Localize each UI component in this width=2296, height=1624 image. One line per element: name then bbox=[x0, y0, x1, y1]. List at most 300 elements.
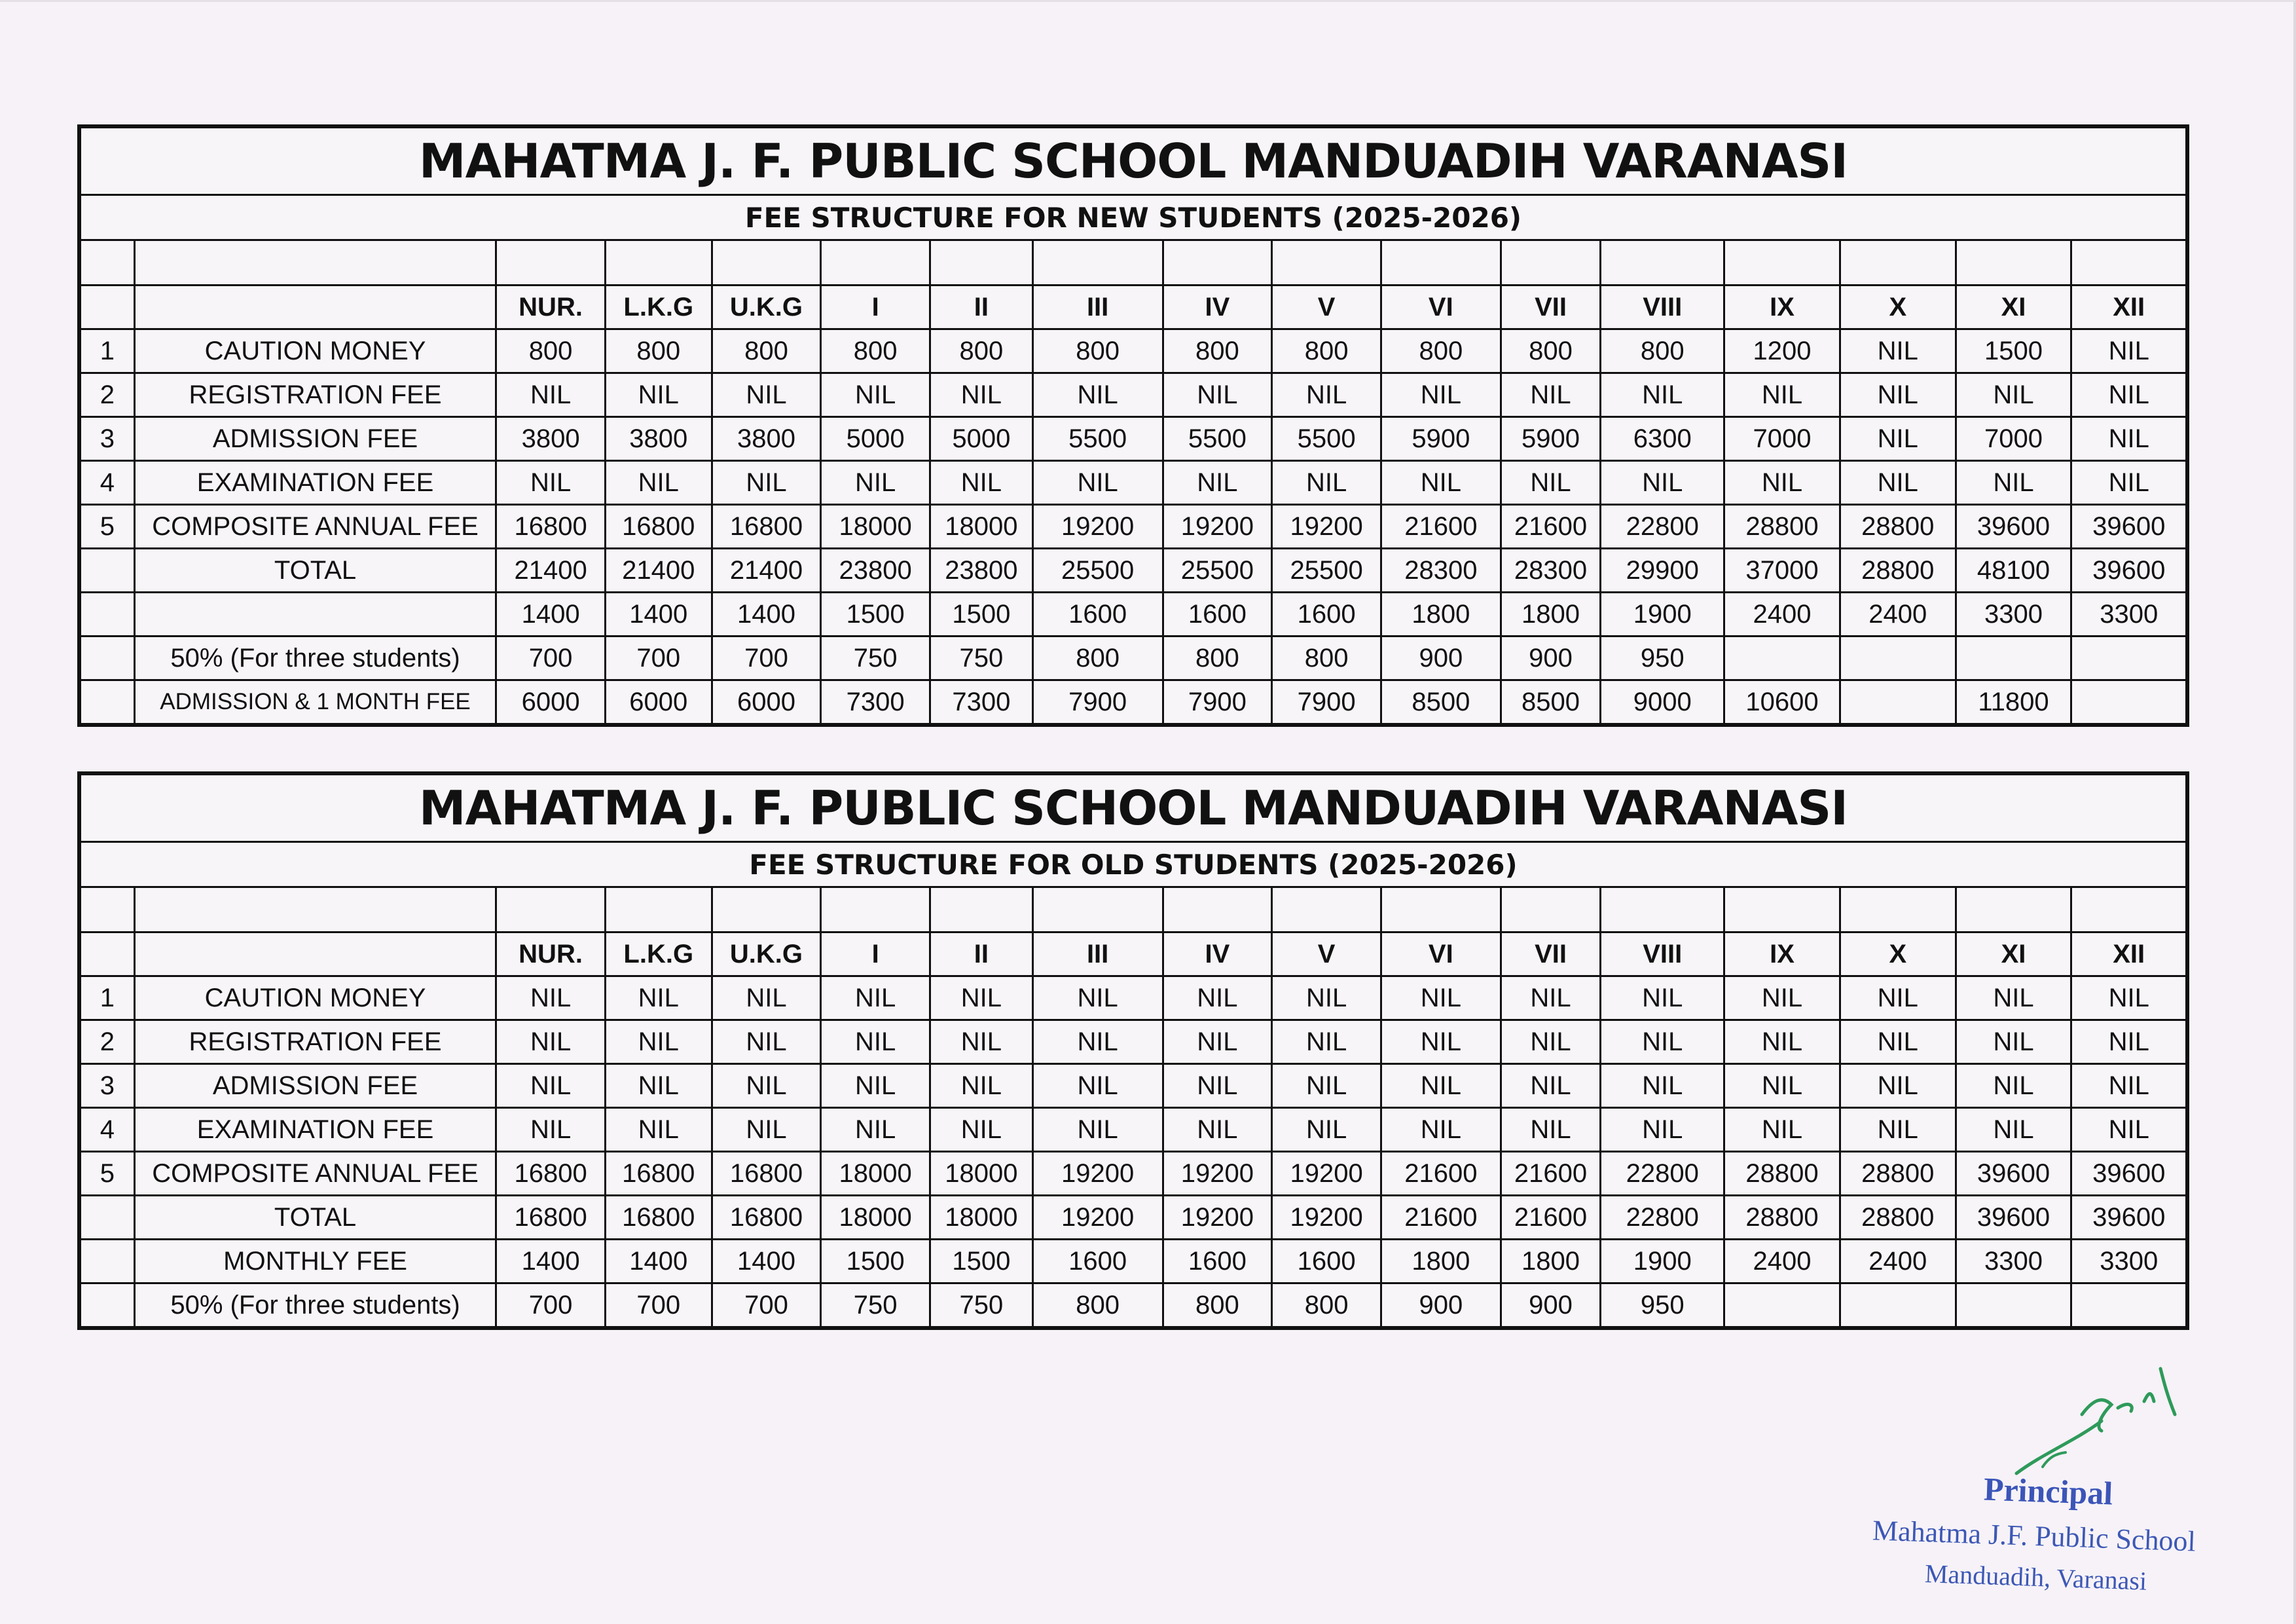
fee-value-cell: 9000 bbox=[1601, 680, 1724, 726]
fee-value-cell: NIL bbox=[2071, 1020, 2187, 1064]
fee-value-cell: 800 bbox=[1163, 329, 1272, 373]
fee-row bbox=[79, 417, 2187, 461]
serial-number-cell bbox=[79, 1240, 134, 1283]
title-row bbox=[79, 773, 2187, 842]
fee-value-cell bbox=[2071, 1283, 2187, 1329]
serial-number-cell: 1 bbox=[79, 329, 134, 373]
fee-value-cell: 900 bbox=[1501, 1283, 1601, 1329]
fee-value-cell: 16800 bbox=[712, 1152, 821, 1196]
fee-value-cell: NIL bbox=[712, 1064, 821, 1108]
fee-value-cell: 2400 bbox=[1724, 1240, 1840, 1283]
blank-row bbox=[79, 887, 2187, 932]
fee-value-cell: 8500 bbox=[1501, 680, 1601, 726]
fee-value-cell: 28300 bbox=[1501, 549, 1601, 593]
fee-value-cell: NIL bbox=[1724, 976, 1840, 1020]
fee-value-cell: 21600 bbox=[1501, 1152, 1601, 1196]
fee-row bbox=[79, 593, 2187, 637]
fee-value-cell: 19200 bbox=[1163, 1152, 1272, 1196]
fee-value-cell: NIL bbox=[1032, 461, 1163, 505]
fee-value-cell: 22800 bbox=[1601, 1152, 1724, 1196]
fee-row bbox=[79, 461, 2187, 505]
fee-value-cell: 1600 bbox=[1032, 1240, 1163, 1283]
fee-value-cell: 2400 bbox=[1840, 1240, 1956, 1283]
blank-cell bbox=[1381, 240, 1501, 286]
fee-value-cell: 22800 bbox=[1601, 505, 1724, 549]
fee-value-cell: NIL bbox=[2071, 976, 2187, 1020]
fee-value-cell: NIL bbox=[712, 976, 821, 1020]
serial-number-cell bbox=[79, 549, 134, 593]
fee-value-cell: 800 bbox=[1601, 329, 1724, 373]
class-header-cell: NUR. bbox=[496, 932, 606, 976]
fee-value-cell: 16800 bbox=[605, 1196, 712, 1240]
fee-value-cell: NIL bbox=[1501, 976, 1601, 1020]
serial-number-cell bbox=[79, 680, 134, 726]
fee-value-cell: 1400 bbox=[496, 1240, 606, 1283]
stamp-title: Principal bbox=[1983, 1470, 2114, 1512]
blank-cell bbox=[134, 887, 496, 932]
fee-value-cell: NIL bbox=[1381, 1020, 1501, 1064]
serial-number-cell: 1 bbox=[79, 976, 134, 1020]
fee-value-cell: NIL bbox=[1956, 1108, 2071, 1152]
label-header-cell bbox=[134, 286, 496, 329]
fee-label-cell: MONTHLY FEE bbox=[134, 1240, 496, 1283]
fee-value-cell: NIL bbox=[1381, 1064, 1501, 1108]
fee-value-cell: 23800 bbox=[821, 549, 930, 593]
fee-value-cell: 5900 bbox=[1501, 417, 1601, 461]
fee-value-cell: NIL bbox=[1601, 1020, 1724, 1064]
fee-value-cell: 800 bbox=[1272, 329, 1381, 373]
fee-value-cell: 7900 bbox=[1163, 680, 1272, 726]
fee-value-cell: NIL bbox=[1272, 373, 1381, 417]
serial-number-cell: 4 bbox=[79, 1108, 134, 1152]
fee-value-cell: 1600 bbox=[1272, 1240, 1381, 1283]
table-subtitle: FEE STRUCTURE FOR OLD STUDENTS (2025-2026) bbox=[79, 842, 2187, 887]
class-header-row bbox=[79, 932, 2187, 976]
fee-value-cell: 800 bbox=[821, 329, 930, 373]
fee-value-cell: 21400 bbox=[496, 549, 606, 593]
class-header-cell: X bbox=[1840, 932, 1956, 976]
fee-value-cell: 16800 bbox=[605, 1152, 712, 1196]
fee-value-cell: NIL bbox=[605, 1064, 712, 1108]
fee-value-cell: 3300 bbox=[1956, 1240, 2071, 1283]
fee-value-cell: NIL bbox=[821, 461, 930, 505]
fee-value-cell: NIL bbox=[1032, 976, 1163, 1020]
fee-label-cell: TOTAL bbox=[134, 1196, 496, 1240]
fee-value-cell: 2400 bbox=[1840, 593, 1956, 637]
fee-value-cell: 39600 bbox=[1956, 1152, 2071, 1196]
class-header-cell: L.K.G bbox=[605, 932, 712, 976]
fee-value-cell: NIL bbox=[1840, 373, 1956, 417]
serial-number-cell: 2 bbox=[79, 373, 134, 417]
fee-value-cell: 16800 bbox=[496, 505, 606, 549]
class-header-cell: III bbox=[1032, 286, 1163, 329]
blank-cell bbox=[79, 887, 134, 932]
fee-value-cell: 800 bbox=[1272, 637, 1381, 680]
fee-value-cell: 11800 bbox=[1956, 680, 2071, 726]
fee-row bbox=[79, 1064, 2187, 1108]
fee-value-cell: 700 bbox=[496, 1283, 606, 1329]
fee-value-cell: 750 bbox=[930, 1283, 1033, 1329]
fee-value-cell: 1400 bbox=[712, 593, 821, 637]
fee-value-cell: NIL bbox=[1601, 1108, 1724, 1152]
table-title: MAHATMA J. F. PUBLIC SCHOOL MANDUADIH VARANASI bbox=[79, 126, 2187, 195]
fee-value-cell: 19200 bbox=[1272, 1196, 1381, 1240]
fee-value-cell: NIL bbox=[1840, 1108, 1956, 1152]
fee-value-cell: NIL bbox=[1381, 1108, 1501, 1152]
fee-value-cell: NIL bbox=[1840, 329, 1956, 373]
fee-value-cell: NIL bbox=[1272, 1108, 1381, 1152]
fee-value-cell: 21600 bbox=[1381, 505, 1501, 549]
fee-value-cell: 6300 bbox=[1601, 417, 1724, 461]
fee-value-cell: 16800 bbox=[496, 1196, 606, 1240]
fee-value-cell: 39600 bbox=[1956, 505, 2071, 549]
fee-value-cell: 1400 bbox=[605, 593, 712, 637]
fee-value-cell: 3800 bbox=[712, 417, 821, 461]
fee-label-cell: 50% (For three students) bbox=[134, 1283, 496, 1329]
fee-value-cell: NIL bbox=[2071, 329, 2187, 373]
class-header-cell: VI bbox=[1381, 932, 1501, 976]
fee-value-cell: 19200 bbox=[1163, 505, 1272, 549]
fee-value-cell: NIL bbox=[2071, 1064, 2187, 1108]
fee-row bbox=[79, 329, 2187, 373]
class-header-cell: XI bbox=[1956, 932, 2071, 976]
fee-value-cell: NIL bbox=[605, 461, 712, 505]
fee-value-cell: NIL bbox=[1032, 373, 1163, 417]
fee-value-cell: 28800 bbox=[1724, 1152, 1840, 1196]
class-header-cell: III bbox=[1032, 932, 1163, 976]
fee-value-cell: 2400 bbox=[1724, 593, 1840, 637]
fee-row bbox=[79, 1108, 2187, 1152]
fee-label-cell: 50% (For three students) bbox=[134, 637, 496, 680]
fee-value-cell: 7900 bbox=[1272, 680, 1381, 726]
fee-row bbox=[79, 637, 2187, 680]
fee-value-cell bbox=[2071, 680, 2187, 726]
serial-number-cell bbox=[79, 637, 134, 680]
sn-header-cell bbox=[79, 286, 134, 329]
blank-cell bbox=[1724, 887, 1840, 932]
fee-value-cell: 7900 bbox=[1032, 680, 1163, 726]
fee-value-cell: 750 bbox=[821, 1283, 930, 1329]
class-header-cell: V bbox=[1272, 932, 1381, 976]
fee-value-cell: 22800 bbox=[1601, 1196, 1724, 1240]
serial-number-cell: 5 bbox=[79, 505, 134, 549]
fee-value-cell: 18000 bbox=[821, 1196, 930, 1240]
fee-value-cell: NIL bbox=[1032, 1020, 1163, 1064]
fee-value-cell: 800 bbox=[1032, 329, 1163, 373]
old-students-fee-table bbox=[77, 771, 2189, 1330]
fee-value-cell: 1500 bbox=[821, 1240, 930, 1283]
fee-label-cell: EXAMINATION FEE bbox=[134, 461, 496, 505]
fee-value-cell bbox=[1840, 680, 1956, 726]
fee-value-cell: NIL bbox=[605, 1108, 712, 1152]
blank-cell bbox=[1381, 887, 1501, 932]
fee-value-cell: NIL bbox=[1724, 461, 1840, 505]
fee-value-cell: 18000 bbox=[821, 505, 930, 549]
fee-value-cell: NIL bbox=[1840, 1064, 1956, 1108]
fee-value-cell: NIL bbox=[605, 1020, 712, 1064]
blank-cell bbox=[821, 240, 930, 286]
fee-value-cell: NIL bbox=[496, 1064, 606, 1108]
fee-value-cell: NIL bbox=[2071, 417, 2187, 461]
fee-value-cell: NIL bbox=[1601, 976, 1724, 1020]
fee-value-cell: 1400 bbox=[496, 593, 606, 637]
blank-cell bbox=[1956, 240, 2071, 286]
class-header-cell: VII bbox=[1501, 286, 1601, 329]
blank-cell bbox=[496, 240, 606, 286]
fee-value-cell bbox=[1956, 637, 2071, 680]
fee-row bbox=[79, 1283, 2187, 1329]
fee-value-cell: 800 bbox=[605, 329, 712, 373]
fee-value-cell: NIL bbox=[1163, 1108, 1272, 1152]
fee-value-cell: 18000 bbox=[821, 1152, 930, 1196]
fee-value-cell: 7300 bbox=[821, 680, 930, 726]
fee-value-cell bbox=[1840, 637, 1956, 680]
fee-value-cell: 25500 bbox=[1163, 549, 1272, 593]
fee-value-cell: 39600 bbox=[2071, 1152, 2187, 1196]
fee-label-cell: COMPOSITE ANNUAL FEE bbox=[134, 505, 496, 549]
fee-value-cell: 700 bbox=[496, 637, 606, 680]
fee-value-cell: 1900 bbox=[1601, 1240, 1724, 1283]
class-header-row bbox=[79, 286, 2187, 329]
sn-header-cell bbox=[79, 932, 134, 976]
fee-value-cell: NIL bbox=[1381, 373, 1501, 417]
fee-value-cell: NIL bbox=[821, 1108, 930, 1152]
fee-value-cell: 1200 bbox=[1724, 329, 1840, 373]
fee-value-cell: 16800 bbox=[712, 1196, 821, 1240]
principal-stamp bbox=[1853, 1460, 2259, 1604]
fee-value-cell: 7000 bbox=[1724, 417, 1840, 461]
fee-value-cell: 1500 bbox=[930, 1240, 1033, 1283]
serial-number-cell: 3 bbox=[79, 1064, 134, 1108]
fee-value-cell: NIL bbox=[1032, 1108, 1163, 1152]
blank-row bbox=[79, 240, 2187, 286]
fee-value-cell: 750 bbox=[821, 637, 930, 680]
fee-label-cell: CAUTION MONEY bbox=[134, 976, 496, 1020]
fee-value-cell: 6000 bbox=[712, 680, 821, 726]
fee-value-cell: 900 bbox=[1381, 637, 1501, 680]
fee-value-cell: NIL bbox=[496, 373, 606, 417]
fee-value-cell: 28800 bbox=[1840, 549, 1956, 593]
fee-value-cell: 700 bbox=[712, 1283, 821, 1329]
fee-value-cell: 18000 bbox=[930, 1152, 1033, 1196]
class-header-cell: I bbox=[821, 286, 930, 329]
fee-value-cell: NIL bbox=[930, 1020, 1033, 1064]
fee-value-cell: 19200 bbox=[1163, 1196, 1272, 1240]
fee-value-cell: 3800 bbox=[605, 417, 712, 461]
fee-value-cell: NIL bbox=[1956, 1064, 2071, 1108]
fee-value-cell: 750 bbox=[930, 637, 1033, 680]
fee-value-cell: NIL bbox=[712, 373, 821, 417]
fee-value-cell: NIL bbox=[712, 461, 821, 505]
fee-value-cell: 28800 bbox=[1840, 505, 1956, 549]
fee-value-cell: 23800 bbox=[930, 549, 1033, 593]
fee-row bbox=[79, 1020, 2187, 1064]
fee-value-cell: NIL bbox=[2071, 461, 2187, 505]
fee-value-cell: 16800 bbox=[712, 505, 821, 549]
fee-label-cell: ADMISSION & 1 MONTH FEE bbox=[134, 680, 496, 726]
fee-value-cell: 5500 bbox=[1032, 417, 1163, 461]
serial-number-cell bbox=[79, 1283, 134, 1329]
fee-value-cell: NIL bbox=[496, 461, 606, 505]
fee-value-cell: NIL bbox=[930, 1064, 1033, 1108]
fee-value-cell: 28800 bbox=[1840, 1196, 1956, 1240]
fee-value-cell: NIL bbox=[1724, 373, 1840, 417]
class-header-cell: NUR. bbox=[496, 286, 606, 329]
blank-cell bbox=[1032, 887, 1163, 932]
fee-value-cell: 29900 bbox=[1601, 549, 1724, 593]
class-header-cell: XI bbox=[1956, 286, 2071, 329]
blank-cell bbox=[930, 887, 1033, 932]
fee-value-cell: 700 bbox=[605, 1283, 712, 1329]
class-header-cell: XII bbox=[2071, 286, 2187, 329]
serial-number-cell: 3 bbox=[79, 417, 134, 461]
fee-value-cell: NIL bbox=[930, 373, 1033, 417]
class-header-cell: VIII bbox=[1601, 286, 1724, 329]
fee-value-cell: 1500 bbox=[1956, 329, 2071, 373]
blank-cell bbox=[1956, 887, 2071, 932]
table-subtitle: FEE STRUCTURE FOR NEW STUDENTS (2025-2026) bbox=[79, 195, 2187, 240]
subtitle-row bbox=[79, 842, 2187, 887]
class-header-cell: U.K.G bbox=[712, 286, 821, 329]
fee-value-cell: 19200 bbox=[1272, 505, 1381, 549]
fee-value-cell: NIL bbox=[1840, 976, 1956, 1020]
fee-value-cell: 19200 bbox=[1032, 1152, 1163, 1196]
title-row bbox=[79, 126, 2187, 195]
blank-cell bbox=[712, 240, 821, 286]
fee-value-cell: NIL bbox=[1840, 1020, 1956, 1064]
fee-value-cell: 3300 bbox=[2071, 1240, 2187, 1283]
blank-cell bbox=[1032, 240, 1163, 286]
fee-value-cell: 25500 bbox=[1032, 549, 1163, 593]
blank-cell bbox=[79, 240, 134, 286]
fee-value-cell: 700 bbox=[605, 637, 712, 680]
fee-value-cell: NIL bbox=[1163, 1020, 1272, 1064]
class-header-cell: IX bbox=[1724, 286, 1840, 329]
fee-value-cell: 21600 bbox=[1381, 1152, 1501, 1196]
class-header-cell: U.K.G bbox=[712, 932, 821, 976]
fee-value-cell: 18000 bbox=[930, 1196, 1033, 1240]
fee-value-cell: NIL bbox=[1163, 461, 1272, 505]
fee-value-cell: 1500 bbox=[821, 593, 930, 637]
fee-value-cell: NIL bbox=[930, 1108, 1033, 1152]
blank-cell bbox=[1163, 887, 1272, 932]
fee-value-cell: NIL bbox=[605, 373, 712, 417]
fee-value-cell: 800 bbox=[712, 329, 821, 373]
fee-value-cell: NIL bbox=[496, 976, 606, 1020]
subtitle-row bbox=[79, 195, 2187, 240]
fee-value-cell: NIL bbox=[1163, 976, 1272, 1020]
fee-value-cell: NIL bbox=[1956, 373, 2071, 417]
fee-value-cell: NIL bbox=[1724, 1020, 1840, 1064]
blank-cell bbox=[2071, 887, 2187, 932]
serial-number-cell bbox=[79, 593, 134, 637]
fee-value-cell: 5500 bbox=[1163, 417, 1272, 461]
fee-row bbox=[79, 1152, 2187, 1196]
fee-label-cell: EXAMINATION FEE bbox=[134, 1108, 496, 1152]
fee-value-cell: NIL bbox=[1272, 976, 1381, 1020]
fee-value-cell: 800 bbox=[496, 329, 606, 373]
fee-value-cell: 19200 bbox=[1272, 1152, 1381, 1196]
class-header-cell: L.K.G bbox=[605, 286, 712, 329]
fee-value-cell: 5000 bbox=[930, 417, 1033, 461]
fee-row bbox=[79, 505, 2187, 549]
fee-label-cell: REGISTRATION FEE bbox=[134, 1020, 496, 1064]
fee-value-cell: NIL bbox=[1501, 461, 1601, 505]
fee-value-cell: 39600 bbox=[1956, 1196, 2071, 1240]
fee-value-cell: 6000 bbox=[605, 680, 712, 726]
blank-cell bbox=[1840, 240, 1956, 286]
fee-value-cell: NIL bbox=[1501, 1108, 1601, 1152]
class-header-cell: IV bbox=[1163, 286, 1272, 329]
fee-row bbox=[79, 1240, 2187, 1283]
fee-value-cell: NIL bbox=[1272, 1064, 1381, 1108]
class-header-cell: IX bbox=[1724, 932, 1840, 976]
fee-value-cell: 37000 bbox=[1724, 549, 1840, 593]
fee-value-cell: 48100 bbox=[1956, 549, 2071, 593]
fee-value-cell: 1800 bbox=[1381, 1240, 1501, 1283]
fee-value-cell: 800 bbox=[1163, 1283, 1272, 1329]
fee-value-cell: NIL bbox=[821, 976, 930, 1020]
fee-value-cell: 19200 bbox=[1032, 1196, 1163, 1240]
fee-value-cell: 16800 bbox=[496, 1152, 606, 1196]
blank-cell bbox=[1601, 887, 1724, 932]
fee-value-cell: 1500 bbox=[930, 593, 1033, 637]
fee-value-cell: NIL bbox=[1601, 1064, 1724, 1108]
fee-value-cell bbox=[1724, 1283, 1840, 1329]
fee-value-cell: 800 bbox=[1272, 1283, 1381, 1329]
blank-cell bbox=[1601, 240, 1724, 286]
blank-cell bbox=[821, 887, 930, 932]
fee-row bbox=[79, 373, 2187, 417]
fee-value-cell: NIL bbox=[1163, 373, 1272, 417]
fee-value-cell: 3300 bbox=[2071, 593, 2187, 637]
blank-cell bbox=[605, 887, 712, 932]
fee-value-cell: 800 bbox=[1032, 1283, 1163, 1329]
class-header-cell: II bbox=[930, 932, 1033, 976]
serial-number-cell: 2 bbox=[79, 1020, 134, 1064]
fee-value-cell: NIL bbox=[821, 373, 930, 417]
fee-value-cell: NIL bbox=[2071, 373, 2187, 417]
fee-value-cell: NIL bbox=[1956, 1020, 2071, 1064]
fee-label-cell: ADMISSION FEE bbox=[134, 417, 496, 461]
fee-value-cell: 1800 bbox=[1381, 593, 1501, 637]
fee-value-cell: 16800 bbox=[605, 505, 712, 549]
fee-value-cell: 19200 bbox=[1032, 505, 1163, 549]
fee-value-cell: NIL bbox=[496, 1108, 606, 1152]
fee-value-cell: NIL bbox=[496, 1020, 606, 1064]
blank-cell bbox=[1163, 240, 1272, 286]
serial-number-cell: 4 bbox=[79, 461, 134, 505]
fee-value-cell: 950 bbox=[1601, 637, 1724, 680]
stamp-school: Mahatma J.F. Public School bbox=[1872, 1514, 2196, 1558]
fee-value-cell: 25500 bbox=[1272, 549, 1381, 593]
fee-value-cell: 800 bbox=[930, 329, 1033, 373]
fee-label-cell: TOTAL bbox=[134, 549, 496, 593]
class-header-cell: I bbox=[821, 932, 930, 976]
blank-cell bbox=[134, 240, 496, 286]
fee-value-cell bbox=[1724, 637, 1840, 680]
fee-value-cell: 21400 bbox=[605, 549, 712, 593]
fee-value-cell bbox=[1840, 1283, 1956, 1329]
fee-value-cell: 28800 bbox=[1724, 1196, 1840, 1240]
blank-cell bbox=[930, 240, 1033, 286]
fee-value-cell: 800 bbox=[1163, 637, 1272, 680]
fee-value-cell: NIL bbox=[1601, 461, 1724, 505]
class-header-cell: VIII bbox=[1601, 932, 1724, 976]
fee-value-cell: 1400 bbox=[605, 1240, 712, 1283]
fee-value-cell: NIL bbox=[821, 1064, 930, 1108]
fee-value-cell: 900 bbox=[1381, 1283, 1501, 1329]
